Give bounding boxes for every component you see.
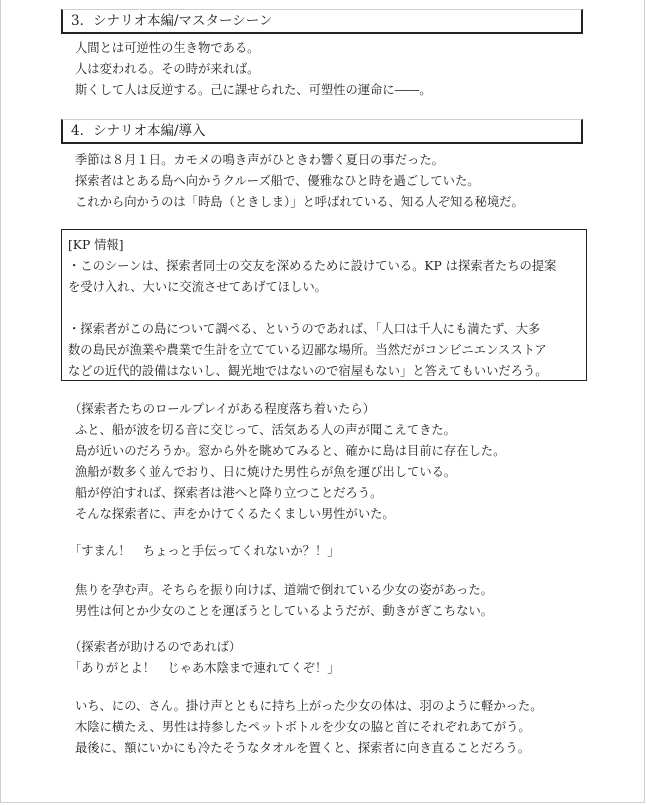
paragraph-line: 焦りを孕む声。そちらを振り向けば、道端で倒れている少女の姿があった。 — [75, 583, 493, 597]
paragraph-line: 人は変われる。その時が来れば。 — [75, 62, 260, 76]
dialogue-quote: 「ありがとよ！ じゃあ木陰まで連れてくぞ！」 — [69, 661, 340, 675]
kp-info-line: ・探索者がこの島について調べる、というのであれば、「人口は千人にも満たず、大多 — [68, 322, 541, 336]
paragraph-line: 男性は何とか少女のことを運ぼうとしているようだが、動きがぎこちない。 — [75, 604, 494, 618]
scene-body-arrival — [61, 420, 615, 525]
paragraph-line: 斯くして人は反逆する。己に課せられた、可塑性の運命に――。 — [75, 83, 432, 97]
dialogue-quote: 「すまん！ ちょっと手伝ってくれないか？！」 — [69, 544, 340, 558]
paragraph-line: 探索者はとある島へ向かうクルーズ船で、優雅なひと時を過ごしていた。 — [75, 174, 480, 188]
scene-body-shade — [61, 696, 615, 759]
paragraph-line: ふと、船が波を切る音に交じって、活気ある人の声が聞こえてきた。 — [75, 423, 456, 437]
paragraph-line: そんな探索者に、声をかけてくるたくましい男性がいた。 — [75, 507, 395, 521]
section4-body — [61, 150, 615, 213]
kp-info-line: 数の島民が漁業や農業で生計を立てている辺鄙な場所。当然だがコンビニエンスストア — [68, 343, 547, 357]
kp-info-line: などの近代的設備はないし、観光地ではないので宿屋もない」と答えてもいいだろう。 — [68, 364, 548, 378]
kp-info-line: を受け入れ、大いに交流させてあげてほしい。 — [68, 280, 327, 294]
paragraph-line: 島が近いのだろうか。窓から外を眺めてみると、確かに島は目前に存在した。 — [75, 444, 506, 458]
scene-note-help: （探索者が助けるのであれば） — [69, 640, 242, 654]
paragraph-line: 木陰に横たえ、男性は持参したペットボトルを少女の脇と首にそれぞれあてがう。 — [75, 720, 531, 734]
kp-info-title: [KP 情報] — [68, 238, 124, 252]
section-heading-master-scene: 3．シナリオ本編/マスターシーン — [61, 9, 583, 34]
paragraph-line: 季節は８月１日。カモメの鳴き声がひときわ響く夏日の事だった。 — [75, 153, 444, 167]
kp-info-box — [61, 229, 587, 381]
kp-info-line — [68, 298, 580, 319]
paragraph-line: 最後に、額にいかにも冷たそうなタオルを置くと、探索者に向き直ることだろう。 — [75, 741, 530, 755]
paragraph-line: 漁船が数多く並んでおり、日に焼けた男性らが魚を運び出している。 — [75, 465, 457, 479]
scene-body-girl — [61, 580, 615, 622]
section3-body — [61, 38, 615, 101]
paragraph-line: いち、にの、さん。掛け声とともに持ち上がった少女の体は、羽のように軽かった。 — [75, 699, 543, 713]
paragraph-line: 人間とは可逆性の生き物である。 — [75, 41, 260, 55]
section-heading-introduction: 4．シナリオ本編/導入 — [61, 119, 583, 144]
paragraph-line: これから向かうのは「時島（ときしま）」と呼ばれている、知る人ぞ知る秘境だ。 — [75, 195, 524, 209]
paragraph-line: 船が停泊すれば、探索者は港へと降り立つことだろう。 — [75, 486, 383, 500]
scene-note-roleplay: （探索者たちのロールプレイがある程度落ち着いたら） — [69, 402, 376, 416]
kp-info-line: ・このシーンは、探索者同士の交友を深めるために設けている。KP は探索者たちの提案 — [68, 259, 557, 273]
